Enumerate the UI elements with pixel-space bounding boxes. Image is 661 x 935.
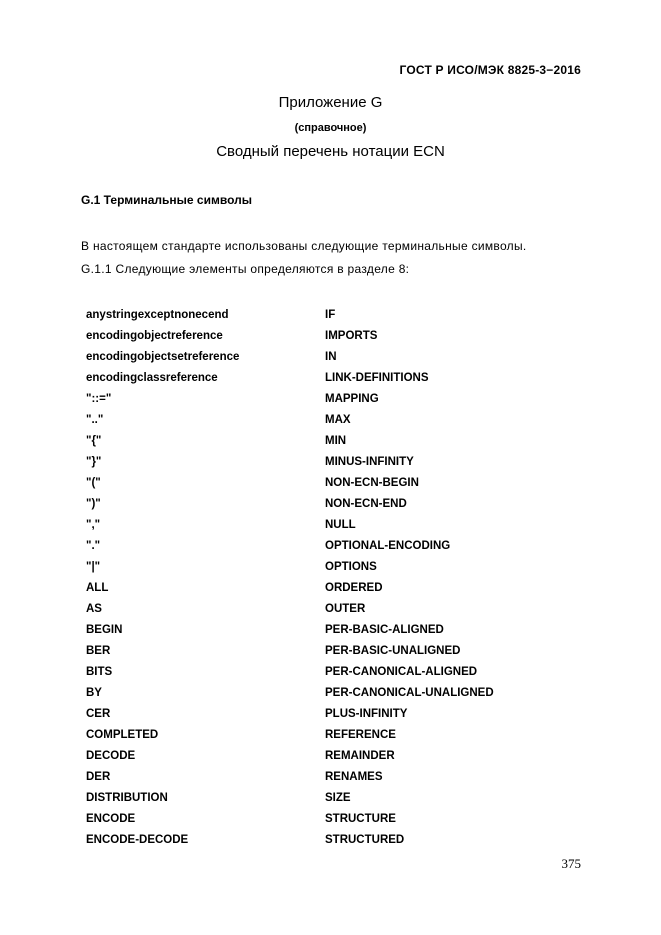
symbol-right: STRUCTURED	[325, 833, 405, 846]
symbol-left: ")"	[86, 497, 101, 510]
symbol-row	[86, 598, 566, 619]
symbol-left: "{"	[86, 434, 102, 447]
symbol-row	[86, 661, 566, 682]
symbol-right: OUTER	[325, 602, 366, 615]
annex-title: Приложение G	[278, 94, 383, 111]
symbol-left: COMPLETED	[86, 728, 159, 741]
symbol-row	[86, 514, 566, 535]
symbol-row	[86, 304, 566, 325]
symbol-row	[86, 808, 566, 829]
annex-subtitle: Сводный перечень нотации ECN	[216, 143, 445, 160]
symbol-row	[86, 325, 566, 346]
symbol-left: ".."	[86, 413, 104, 426]
symbol-left: encodingobjectsetreference	[86, 350, 240, 363]
symbol-right: PER-BASIC-UNALIGNED	[325, 644, 461, 657]
symbol-row	[86, 745, 566, 766]
symbol-right: MINUS-INFINITY	[325, 455, 414, 468]
symbol-right: MAPPING	[325, 392, 379, 405]
symbol-left: DER	[86, 770, 111, 783]
symbol-left: BITS	[86, 665, 113, 678]
symbol-row	[86, 556, 566, 577]
symbol-left: AS	[86, 602, 102, 615]
symbol-row	[86, 682, 566, 703]
symbol-row	[86, 724, 566, 745]
symbol-right: OPTIONAL-ENCODING	[325, 539, 451, 552]
symbol-row	[86, 787, 566, 808]
symbol-right: REFERENCE	[325, 728, 396, 741]
symbol-row	[86, 367, 566, 388]
symbol-right: IMPORTS	[325, 329, 378, 342]
symbol-left: BY	[86, 686, 102, 699]
symbol-row	[86, 640, 566, 661]
symbol-right: PER-CANONICAL-UNALIGNED	[325, 686, 494, 699]
symbol-left: "."	[86, 539, 101, 552]
symbol-left: ALL	[86, 581, 109, 594]
symbol-left: BEGIN	[86, 623, 123, 636]
symbol-row	[86, 766, 566, 787]
symbol-left: DECODE	[86, 749, 136, 762]
symbol-right: ORDERED	[325, 581, 383, 594]
symbol-left: "}"	[86, 455, 102, 468]
symbol-left: anystringexceptnonecend	[86, 308, 229, 321]
symbol-left: encodingclassreference	[86, 371, 218, 384]
page-number: 375	[561, 856, 581, 871]
annex-note: (справочное)	[294, 122, 367, 134]
symbol-right: STRUCTURE	[325, 812, 396, 825]
symbol-left: ENCODE-DECODE	[86, 833, 189, 846]
symbol-right: PER-CANONICAL-ALIGNED	[325, 665, 478, 678]
symbol-right: PLUS-INFINITY	[325, 707, 408, 720]
symbol-row	[86, 493, 566, 514]
symbol-row	[86, 619, 566, 640]
standard-header: ГОСТ Р ИСО/МЭК 8825-3−2016	[399, 63, 581, 77]
symbol-right: PER-BASIC-ALIGNED	[325, 623, 444, 636]
symbol-right: NON-ECN-BEGIN	[325, 476, 419, 489]
symbol-left: "|"	[86, 560, 101, 573]
symbol-right: NULL	[325, 518, 356, 531]
symbol-row	[86, 388, 566, 409]
symbol-left: "("	[86, 476, 101, 489]
symbol-row	[86, 703, 566, 724]
symbol-left: ","	[86, 518, 101, 531]
intro-paragraph: В настоящем стандарте использованы следующие терминальные символы.	[81, 239, 527, 253]
symbol-right: REMAINDER	[325, 749, 395, 762]
terminal-symbols-table	[86, 304, 566, 850]
symbol-left: "::="	[86, 392, 112, 405]
symbol-row	[86, 451, 566, 472]
symbol-right: LINK-DEFINITIONS	[325, 371, 429, 384]
symbol-left: ENCODE	[86, 812, 136, 825]
symbol-left: CER	[86, 707, 111, 720]
symbol-right: MAX	[325, 413, 351, 426]
symbol-left: encodingobjectreference	[86, 329, 223, 342]
symbol-row	[86, 346, 566, 367]
symbol-row	[86, 472, 566, 493]
symbol-right: IN	[325, 350, 337, 363]
symbol-right: NON-ECN-END	[325, 497, 407, 510]
symbol-row	[86, 535, 566, 556]
symbol-right: RENAMES	[325, 770, 383, 783]
symbol-right: SIZE	[325, 791, 351, 804]
symbol-row	[86, 829, 566, 850]
symbol-row	[86, 430, 566, 451]
symbol-right: OPTIONS	[325, 560, 377, 573]
symbol-right: MIN	[325, 434, 347, 447]
symbol-right: IF	[325, 308, 336, 321]
symbol-left: BER	[86, 644, 111, 657]
symbol-left: DISTRIBUTION	[86, 791, 168, 804]
section-heading: G.1 Терминальные символы	[81, 193, 252, 207]
subclause-paragraph: G.1.1 Следующие элементы определяются в разделе 8:	[81, 262, 410, 276]
symbol-row	[86, 409, 566, 430]
symbol-row	[86, 577, 566, 598]
